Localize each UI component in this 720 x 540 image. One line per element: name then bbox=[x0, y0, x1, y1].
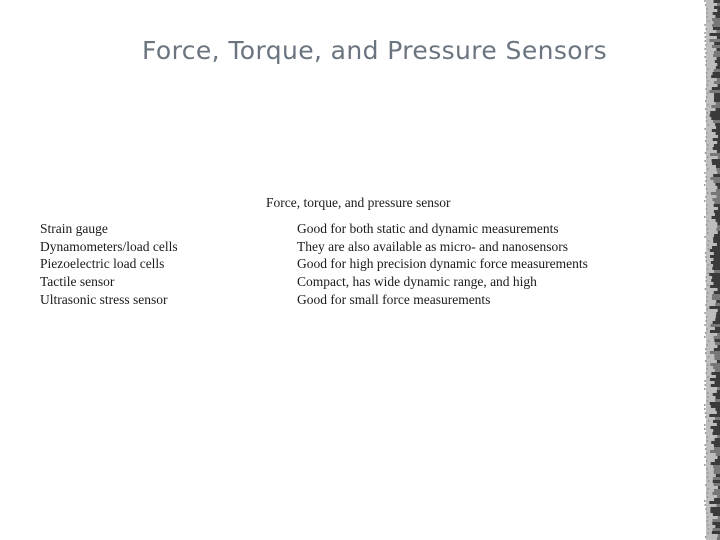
sensor-description: Good for both static and dynamic measurements bbox=[297, 221, 559, 236]
sensor-name: Dynamometers/load cells bbox=[40, 238, 178, 254]
table-header: Force, torque, and pressure sensor bbox=[266, 195, 451, 210]
sensor-description: Compact, has wide dynamic range, and high bbox=[297, 274, 537, 290]
sensor-name: Strain gauge bbox=[40, 221, 108, 236]
sensor-description: They are also available as micro- and nanosensors bbox=[297, 238, 569, 254]
sensor-name-column bbox=[40, 220, 178, 308]
sensor-description: Good for high precision dynamic force measurements bbox=[297, 256, 588, 272]
decorative-torn-edge bbox=[686, 0, 720, 540]
sensor-description-column bbox=[297, 220, 588, 308]
sensor-name: Piezoelectric load cells bbox=[40, 256, 165, 272]
sensor-name: Tactile sensor bbox=[40, 274, 115, 290]
slide-title: Force, Torque, and Pressure Sensors bbox=[142, 36, 608, 65]
sensor-name: Ultrasonic stress sensor bbox=[40, 291, 168, 307]
sensor-description: Good for small force measurements bbox=[297, 291, 491, 307]
